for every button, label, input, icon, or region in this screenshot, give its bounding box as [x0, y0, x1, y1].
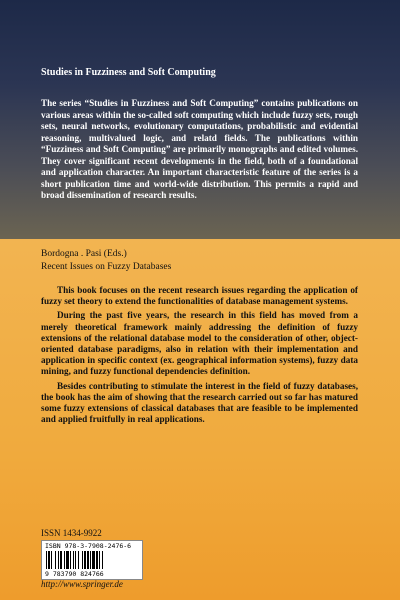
- barcode-bar: [75, 551, 76, 569]
- cover-bottom-panel: [0, 239, 400, 600]
- barcode-bar: [90, 551, 91, 569]
- barcode-bar: [99, 551, 100, 569]
- book-title: Recent Issues on Fuzzy Databases: [41, 262, 172, 272]
- barcode-bar: [92, 551, 95, 569]
- barcode-bar: [55, 551, 56, 569]
- barcode-bar: [48, 551, 50, 569]
- cover-top-panel: [0, 0, 400, 239]
- barcode-bar: [102, 551, 103, 569]
- description-paragraph: This book focuses on the recent research issues regarding the application of fuzzy set theory to extend the functionalities of database management systems.: [41, 285, 358, 307]
- barcode-bar: [58, 551, 59, 569]
- isbn-text: ISBN 978-3-7908-2476-6: [45, 542, 132, 550]
- description-paragraph: Besides contributing to stimulate the interest in the field of fuzzy databases, the book has the aim of showing that the research carried out so far has matured some fuzzy extensions of classical databases that are feasible to be implemented and applied fruitfully in real applications.: [41, 380, 358, 425]
- barcode-bar: [96, 551, 98, 569]
- barcode-number: 9 783790 824766: [45, 570, 104, 578]
- barcode-bar: [64, 551, 65, 569]
- barcode-bar: [73, 551, 74, 569]
- barcode-bars: [45, 551, 139, 569]
- publisher-url: http://www.springer.de: [41, 579, 123, 589]
- series-title: Studies in Fuzziness and Soft Computing: [41, 67, 216, 78]
- barcode-bar: [87, 551, 89, 569]
- issn-label: ISSN 1434-9922: [41, 528, 102, 538]
- book-description: [41, 285, 358, 428]
- barcode-bar: [60, 551, 62, 569]
- barcode-bar: [51, 551, 52, 569]
- barcode-bar: [46, 551, 47, 569]
- barcode: [41, 540, 143, 580]
- barcode-bar: [78, 551, 79, 569]
- description-paragraph: During the past five years, the research in this field has moved from a merely theoretical framework mainly addressing the definition of fuzzy extensions of the relational database model to the consideration of other, object-oriented database paradigms, also in relation with their implementation and application in specific context (ex. geographical information systems), fuzzy data mining, and fuzzy functional dependencies definition.: [41, 310, 358, 377]
- barcode-bar: [82, 551, 83, 569]
- book-editors: Bordogna . Pasi (Eds.): [41, 249, 127, 259]
- barcode-bar: [84, 551, 86, 569]
- barcode-bar: [70, 551, 71, 569]
- series-description: The series “Studies in Fuzziness and Soft Computing” contains publications on various areas within the so-called soft computing which include fuzzy sets, rough sets, neural networks, evolutionary computations, probabilistic and evidential reasoning, multivalued logic, and relatd fields. The publications within “Fuzziness and Soft Computing” are primarily monographs and edited volumes. They cover significant recent developments in the field, both of a foundational and application character. An important characteristic feature of the series is a short publication time and world-wide distribution. This permits a rapid and broad dissemination of research results.: [41, 98, 358, 200]
- barcode-bar: [66, 551, 69, 569]
